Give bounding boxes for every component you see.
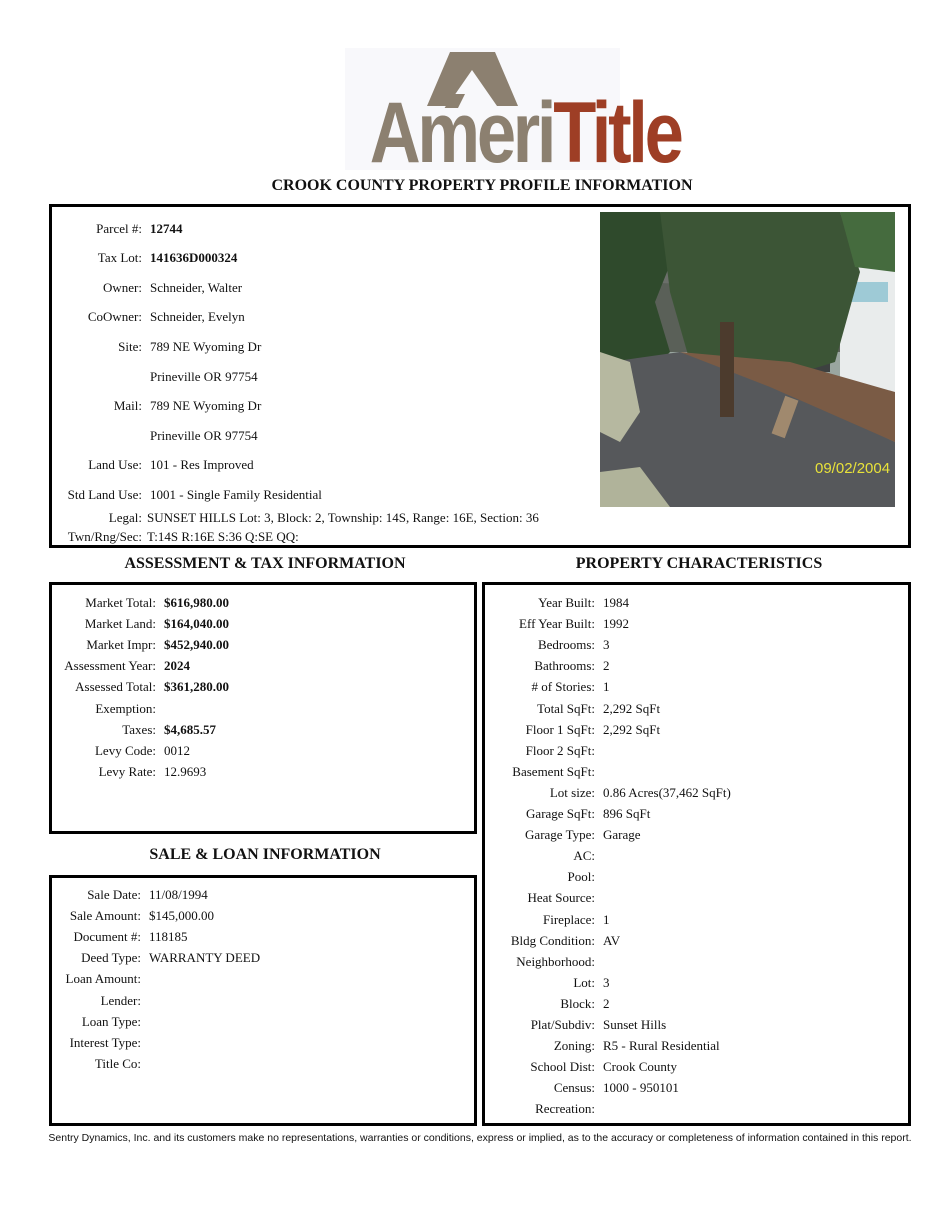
- characteristic-row-label: Basement SqFt:: [512, 763, 595, 779]
- photo-date-stamp: 09/02/2004: [815, 460, 891, 477]
- characteristic-row-label: Bldg Condition:: [510, 932, 595, 948]
- characteristic-row-label: Floor 2 SqFt:: [525, 742, 595, 758]
- characteristic-row-label: Pool:: [567, 869, 595, 885]
- assessment-section-title: ASSESSMENT & TAX INFORMATION: [124, 555, 406, 572]
- sale-row-label: Sale Date:: [87, 887, 141, 902]
- legal-description: SUNSET HILLS Lot: 3, Block: 2, Township: 14S, Range: 16E, Section: 36: [147, 510, 539, 525]
- taxlot-number: 141636D000324: [150, 250, 238, 265]
- characteristic-row-value: 896 SqFt: [603, 806, 651, 821]
- mail-address: 789 NE Wyoming Dr: [150, 398, 262, 413]
- ameritile-logo: [345, 48, 681, 181]
- characteristic-row-value: 3: [603, 637, 610, 653]
- sale-row-label: Loan Amount:: [65, 971, 141, 987]
- assessment-row-value: 2024: [164, 658, 190, 674]
- characteristic-row-value: 1: [603, 911, 610, 927]
- assessment-row-label: Market Impr:: [86, 637, 156, 653]
- property-photo: [600, 212, 895, 507]
- page-title: CROOK COUNTY PROPERTY PROFILE INFORMATION: [271, 177, 693, 194]
- characteristic-row-value: 1: [603, 679, 610, 695]
- sale-row-value: 118185: [149, 929, 188, 945]
- township-range-section: T:14S R:16E S:36 Q:SE QQ:: [147, 529, 299, 544]
- characteristic-row-label: Bathrooms:: [534, 658, 595, 674]
- sale-row-label: Lender:: [100, 992, 141, 1008]
- site-city: Prineville OR 97754: [150, 369, 258, 384]
- characteristic-row-label: Recreation:: [535, 1101, 595, 1117]
- characteristic-row-value: Crook County: [603, 1059, 678, 1075]
- characteristic-row-value: R5 - Rural Residential: [603, 1038, 720, 1054]
- characteristic-row-label: Block:: [560, 995, 595, 1011]
- characteristic-row-label: Fireplace:: [543, 911, 595, 927]
- characteristic-row-label: Heat Source:: [527, 890, 595, 906]
- coowner-name: Schneider, Evelyn: [150, 309, 245, 324]
- sale-row-value: 11/08/1994: [149, 887, 208, 902]
- sale-row-label: Loan Type:: [81, 1013, 141, 1029]
- characteristic-row-label: Plat/Subdiv:: [530, 1017, 595, 1032]
- characteristic-row-label: Bedrooms:: [537, 637, 595, 653]
- sale-row-label: Title Co:: [94, 1055, 141, 1071]
- characteristic-row-value: 1000 - 950101: [603, 1080, 679, 1096]
- characteristic-row-label: Zoning:: [553, 1038, 595, 1054]
- characteristic-row-label: Lot size:: [549, 784, 595, 800]
- disclaimer: Sentry Dynamics, Inc. and its customers make no representations, warranties or conditions, express or implied, as to the accuracy or completeness of information contained in this report.: [48, 1132, 912, 1144]
- characteristic-row-label: Total SqFt:: [537, 700, 595, 716]
- assessment-row-value: $361,280.00: [164, 679, 229, 695]
- characteristic-row-label: Floor 1 SqFt:: [525, 721, 595, 737]
- characteristic-row-label: Census:: [553, 1080, 595, 1096]
- assessment-row-value: $616,980.00: [164, 595, 229, 610]
- mail-city: Prineville OR 97754: [150, 428, 258, 443]
- assessment-row-label: Assessment Year:: [64, 658, 156, 674]
- logo-wordmark: AmeriTitle: [369, 85, 681, 181]
- sale-row-value: $145,000.00: [149, 908, 214, 924]
- characteristic-row-value: 2: [603, 995, 610, 1011]
- sale-row-value: WARRANTY DEED: [149, 950, 261, 966]
- assessment-row-label: Market Total:: [85, 595, 156, 610]
- assessment-row-label: Exemption:: [95, 700, 156, 716]
- sale-row-label: Sale Amount:: [69, 908, 141, 924]
- characteristic-row-label: Neighborhood:: [516, 953, 595, 969]
- assessment-row-label: Taxes:: [122, 721, 156, 737]
- parcel-number: 12744: [150, 221, 183, 236]
- characteristic-row-value: 0.86 Acres(37,462 SqFt): [603, 784, 731, 800]
- characteristic-row-value: 1984: [603, 595, 629, 610]
- characteristic-row-label: Year Built:: [538, 595, 595, 610]
- characteristic-row-value: 2,292 SqFt: [603, 700, 661, 716]
- characteristic-row-value: AV: [603, 932, 621, 948]
- characteristic-row-value: 3: [603, 974, 610, 990]
- owner-name: Schneider, Walter: [150, 280, 243, 295]
- characteristic-row-label: Garage SqFt:: [526, 806, 595, 821]
- characteristic-row-label: # of Stories:: [531, 679, 595, 695]
- sale-row-label: Interest Type:: [69, 1034, 141, 1050]
- assessment-row-value: $4,685.57: [164, 721, 216, 737]
- characteristic-row-label: AC:: [573, 848, 595, 864]
- characteristics-section-title: PROPERTY CHARACTERISTICS: [575, 555, 823, 572]
- sale-section-title: SALE & LOAN INFORMATION: [149, 846, 381, 863]
- assessment-row-label: Levy Code:: [94, 742, 156, 758]
- assessment-row-value: $452,940.00: [164, 637, 229, 653]
- characteristic-row-value: 2: [603, 658, 610, 674]
- characteristic-row-label: Eff Year Built:: [519, 616, 595, 632]
- characteristic-row-value: 2,292 SqFt: [603, 721, 661, 737]
- assessment-row-label: Levy Rate:: [98, 763, 156, 779]
- assessment-row-value: 0012: [164, 742, 190, 758]
- characteristic-row-value: Sunset Hills: [603, 1017, 667, 1032]
- assessment-row-label: Market Land:: [84, 616, 156, 632]
- std-land-use: 1001 - Single Family Residential: [150, 487, 322, 502]
- characteristic-row-label: Garage Type:: [525, 827, 595, 843]
- assessment-row-value: $164,040.00: [164, 616, 229, 632]
- characteristic-row-value: Garage: [603, 827, 641, 843]
- characteristic-row-value: 1992: [603, 616, 629, 632]
- assessment-row-value: 12.9693: [164, 763, 207, 779]
- land-use: 101 - Res Improved: [150, 457, 254, 472]
- sale-row-label: Deed Type:: [81, 950, 141, 966]
- assessment-row-label: Assessed Total:: [75, 679, 156, 695]
- characteristic-row-label: Lot:: [573, 974, 595, 990]
- characteristic-row-label: School Dist:: [530, 1059, 595, 1075]
- sale-row-label: Document #:: [73, 929, 141, 945]
- site-address: 789 NE Wyoming Dr: [150, 339, 262, 354]
